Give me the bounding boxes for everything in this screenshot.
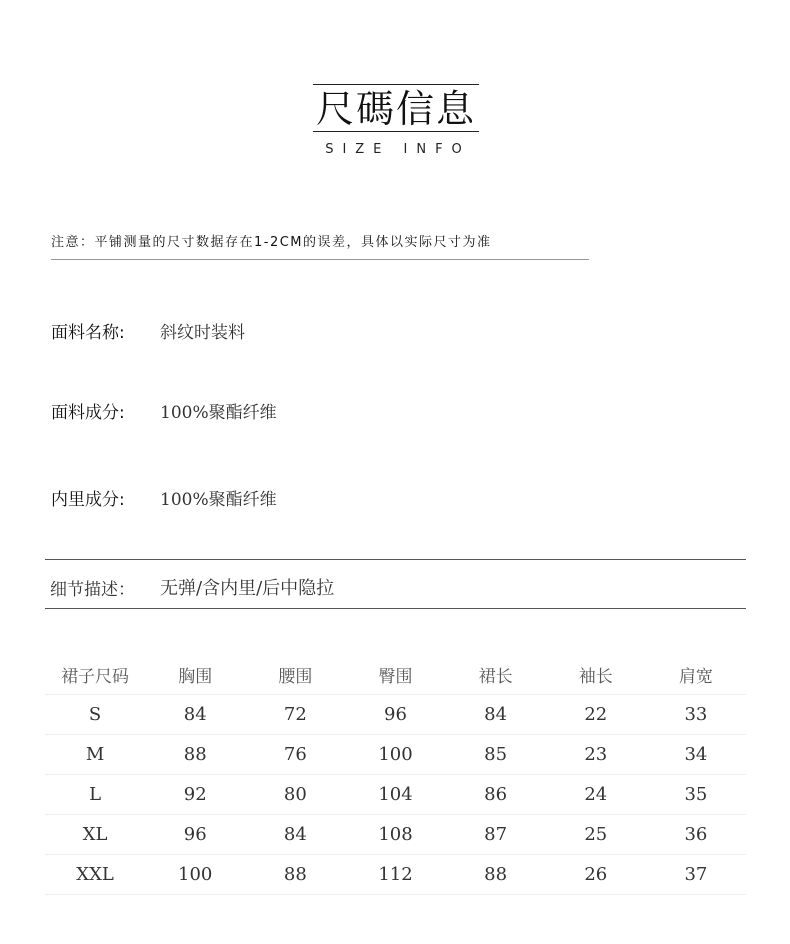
- cell-size: S: [45, 695, 145, 735]
- cell-bust: 92: [145, 775, 245, 815]
- header-sleeve-length: 袖长: [546, 655, 646, 695]
- fabric-composition-row: [51, 398, 277, 423]
- details-label: 细节描述：: [50, 580, 135, 600]
- cell-sleeve-length: 26: [546, 855, 646, 895]
- table-row: [45, 735, 746, 775]
- cell-hip: 112: [345, 855, 445, 895]
- cell-size: L: [45, 775, 145, 815]
- cell-size: XXL: [45, 855, 145, 895]
- measurement-notice: 注意：平铺测量的尺寸数据存在1-2CM的误差，具体以实际尺寸为准: [51, 231, 589, 260]
- cell-hip: 104: [345, 775, 445, 815]
- size-table-header-row: [45, 655, 746, 695]
- cell-sleeve-length: 22: [546, 695, 646, 735]
- fabric-composition-label: 面料成分:: [51, 403, 125, 423]
- header-shoulder-width: 肩宽: [646, 655, 746, 695]
- cell-bust: 84: [145, 695, 245, 735]
- page-subtitle: SIZE INFO: [325, 142, 471, 157]
- cell-shoulder-width: 33: [646, 695, 746, 735]
- cell-size: XL: [45, 815, 145, 855]
- details-section: [45, 559, 746, 609]
- cell-sleeve-length: 25: [546, 815, 646, 855]
- header-skirt-length: 裙长: [446, 655, 546, 695]
- cell-bust: 96: [145, 815, 245, 855]
- cell-size: M: [45, 735, 145, 775]
- table-row: [45, 775, 746, 815]
- details-value: 无弹/含内里/后中隐拉: [160, 578, 335, 599]
- title-top-rule: [313, 84, 479, 85]
- header-bust: 胸围: [145, 655, 245, 695]
- cell-shoulder-width: 35: [646, 775, 746, 815]
- cell-waist: 80: [245, 775, 345, 815]
- header-waist: 腰围: [245, 655, 345, 695]
- title-block: [313, 84, 479, 157]
- header-hip: 臀围: [345, 655, 445, 695]
- cell-skirt-length: 87: [446, 815, 546, 855]
- cell-sleeve-length: 23: [546, 735, 646, 775]
- table-row: [45, 695, 746, 735]
- cell-shoulder-width: 36: [646, 815, 746, 855]
- cell-hip: 100: [345, 735, 445, 775]
- cell-hip: 108: [345, 815, 445, 855]
- cell-skirt-length: 86: [446, 775, 546, 815]
- cell-skirt-length: 84: [446, 695, 546, 735]
- table-row: [45, 855, 746, 895]
- fabric-name-value: 斜纹时装料: [160, 323, 245, 343]
- page-title: 尺碼信息: [315, 87, 476, 131]
- lining-composition-label: 内里成分:: [51, 490, 125, 510]
- cell-skirt-length: 85: [446, 735, 546, 775]
- lining-composition-value: 100%聚酯纤维: [160, 490, 277, 510]
- cell-sleeve-length: 24: [546, 775, 646, 815]
- table-row: [45, 815, 746, 855]
- title-bottom-rule: [313, 131, 479, 132]
- cell-waist: 76: [245, 735, 345, 775]
- cell-bust: 88: [145, 735, 245, 775]
- fabric-composition-value: 100%聚酯纤维: [160, 403, 277, 423]
- cell-waist: 88: [245, 855, 345, 895]
- cell-hip: 96: [345, 695, 445, 735]
- cell-shoulder-width: 34: [646, 735, 746, 775]
- fabric-name-row: [51, 318, 245, 343]
- cell-bust: 100: [145, 855, 245, 895]
- cell-skirt-length: 88: [446, 855, 546, 895]
- lining-composition-row: [51, 485, 277, 510]
- cell-shoulder-width: 37: [646, 855, 746, 895]
- fabric-name-label: 面料名称:: [51, 323, 125, 343]
- cell-waist: 84: [245, 815, 345, 855]
- size-table: [45, 655, 746, 895]
- header-size: 裙子尺码: [45, 655, 145, 695]
- cell-waist: 72: [245, 695, 345, 735]
